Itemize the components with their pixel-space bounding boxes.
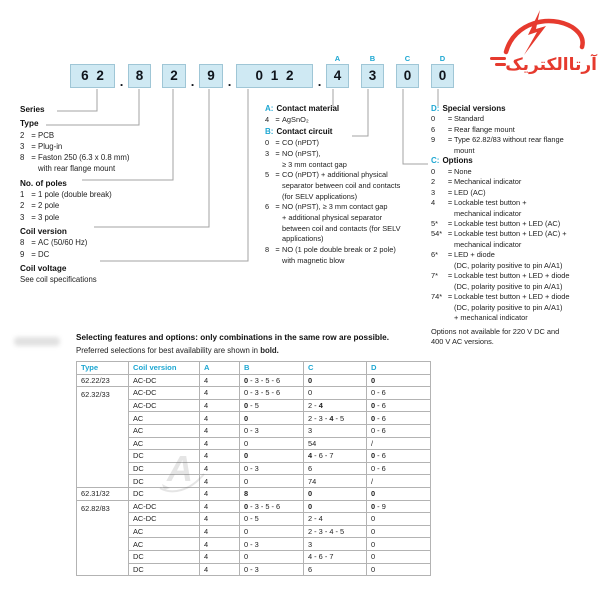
option-line-cont: (DC, polarity positive to pin A/A1) (454, 281, 563, 291)
cell-type: 62.32/33 (77, 387, 129, 488)
cell-d: 0 (367, 374, 431, 387)
code-box-special-versions: D 0 (431, 64, 454, 88)
option-line-cont: mechanical indicator (454, 239, 522, 249)
cell-a: 4 (200, 487, 240, 500)
cell-c: 2 - 4 (304, 513, 367, 526)
cell-d: 0 - 6 (367, 450, 431, 463)
lightning-bolt-icon (524, 10, 546, 55)
code-box-contact-circuit: B 3 (361, 64, 384, 88)
option-line: 74* = Lockable test button + LED + diode (431, 292, 570, 302)
option-line: 2 = Mechanical indicator (431, 177, 522, 187)
option-line-cont: + additional physical separator (282, 213, 383, 223)
code-tag-d: D (439, 54, 446, 63)
cell-coil: DC (129, 550, 200, 563)
option-line: 5* = Lockable test button + LED (AC) (431, 218, 561, 228)
heading-special-versions: D: Special versions (431, 104, 506, 113)
option-line-cont: (DC, polarity positive to pin A/A1) (454, 260, 563, 270)
cell-b: 0 - 3 (240, 563, 304, 576)
cell-d: 0 - 9 (367, 500, 431, 513)
cell-c: 6 (304, 462, 367, 475)
coil-voltage-note: See coil specifications (20, 275, 97, 285)
option-line: 8 = NO (1 pole double break or 2 pole) (265, 245, 396, 255)
cell-b: 0 - 3 (240, 424, 304, 437)
code-box-coil-version: 9 (199, 64, 223, 88)
cell-a: 4 (200, 475, 240, 488)
cell-d: 0 - 6 (367, 412, 431, 425)
code-dot: . (227, 74, 232, 89)
order-code (70, 54, 454, 89)
cell-a: 4 (200, 450, 240, 463)
cell-b: 0 (240, 475, 304, 488)
option-line-cont: between coil and contacts (for SELV (282, 223, 401, 233)
code-box-series: 6 2 (70, 64, 115, 88)
option-line-cont: mechanical indicator (454, 208, 522, 218)
option-line-cont: mount (454, 145, 475, 155)
cell-coil: AC (129, 424, 200, 437)
options-footnote: Options not available for 220 V DC and 400 V AC versions. (431, 326, 560, 347)
option-line: 0 = CO (nPDT) (265, 138, 319, 148)
label-coil-version: Coil version (20, 226, 67, 236)
cell-c: 4 - 6 - 7 (304, 450, 367, 463)
cell-b: 8 (240, 487, 304, 500)
cell-coil: AC-DC (129, 387, 200, 400)
table-row (77, 450, 431, 463)
heading-options: C: Options (431, 156, 473, 166)
heading-contact-circuit: B: Contact circuit (265, 127, 333, 137)
cell-type: 62.82/83 (77, 500, 129, 576)
option-line: 8 = Faston 250 (6.3 x 0.8 mm) (20, 153, 130, 163)
cell-d: / (367, 475, 431, 488)
cell-a: 4 (200, 437, 240, 450)
option-line: 2 = 2 pole (20, 201, 60, 211)
table-row (77, 487, 431, 500)
cell-c: 4 - 6 - 7 (304, 550, 367, 563)
table-row (77, 550, 431, 563)
cell-a: 4 (200, 563, 240, 576)
label-series: Series (20, 105, 45, 114)
code-dot: . (119, 74, 124, 89)
ordering-legend-left (20, 104, 260, 285)
code-tag-b: B (369, 54, 376, 63)
code-dot: . (190, 74, 195, 89)
option-line: 1 = 1 pole (double break) (20, 190, 112, 200)
label-coil-voltage: Coil voltage (20, 263, 67, 273)
label-type: Type (20, 119, 39, 129)
table-header-row (77, 362, 431, 375)
cell-a: 4 (200, 513, 240, 526)
cell-coil: AC-DC (129, 399, 200, 412)
cell-a: 4 (200, 387, 240, 400)
cell-type: 62.31/32 (77, 487, 129, 500)
ordering-legend-right (431, 104, 599, 348)
option-line-cont: with magnetic blow (282, 255, 345, 265)
cell-c: 0 (304, 387, 367, 400)
faint-watermark (14, 337, 60, 346)
option-line: 0 = None (431, 166, 472, 176)
table-row (77, 437, 431, 450)
code-box-options: C 0 (396, 64, 419, 88)
cell-d: 0 (367, 487, 431, 500)
option-line: 6 = Rear flange mount (431, 124, 515, 134)
table-row (77, 525, 431, 538)
selection-table-subtitle: Preferred selections for best availability are shown in bold. (76, 346, 279, 355)
cell-coil: AC-DC (129, 500, 200, 513)
cell-coil: AC (129, 412, 200, 425)
selection-table-title: Selecting features and options: only combinations in the same row are possible. (76, 333, 390, 342)
option-line-cont: with rear flange mount (38, 164, 116, 174)
option-line: 54* = Lockable test button + LED (AC) + (431, 229, 567, 239)
cell-b: 0 (240, 525, 304, 538)
cell-c: 0 (304, 487, 367, 500)
cell-b: 0 (240, 437, 304, 450)
code-dot: . (317, 74, 322, 89)
cell-a: 4 (200, 538, 240, 551)
code-box-poles: 2 (162, 64, 186, 88)
col-header-d: D (367, 362, 431, 375)
cell-d: 0 (367, 563, 431, 576)
option-line-cont: (DC, polarity positive to pin A/A1) (454, 302, 563, 312)
cell-c: 74 (304, 475, 367, 488)
table-row (77, 563, 431, 576)
cell-coil: AC (129, 525, 200, 538)
col-header-type: Type (77, 362, 129, 375)
cell-a: 4 (200, 399, 240, 412)
cell-b: 0 - 5 (240, 399, 304, 412)
cell-coil: DC (129, 462, 200, 475)
logo-text: آرتاالکتریک (505, 55, 597, 75)
code-box-contact-material: A 4 (326, 64, 349, 88)
cell-d: 0 (367, 538, 431, 551)
cell-c: 54 (304, 437, 367, 450)
code-tag-a: A (334, 54, 341, 63)
section-poles (20, 178, 260, 223)
cell-c: 2 - 4 (304, 399, 367, 412)
option-line: 3 = Plug-in (20, 141, 63, 151)
selection-table (76, 361, 431, 576)
svg-text:A: A (167, 448, 193, 489)
cell-a: 4 (200, 412, 240, 425)
cell-a: 4 (200, 374, 240, 387)
section-special-versions (431, 104, 599, 156)
option-line-cont: applications) (282, 234, 324, 244)
table-watermark (158, 446, 206, 496)
option-line-cont: (for SELV applications) (282, 191, 358, 201)
option-line: 2 = PCB (20, 130, 55, 140)
table-row (77, 538, 431, 551)
cell-c: 6 (304, 563, 367, 576)
label-poles: No. of poles (20, 178, 67, 188)
cell-a: 4 (200, 550, 240, 563)
selection-block (76, 332, 466, 576)
cell-c: 3 (304, 424, 367, 437)
cell-b: 0 (240, 450, 304, 463)
table-row (77, 500, 431, 513)
company-logo (488, 8, 600, 78)
cell-c: 0 (304, 374, 367, 387)
cell-coil: DC (129, 487, 200, 500)
col-header-b: B (240, 362, 304, 375)
table-row (77, 462, 431, 475)
code-tag-c: C (404, 54, 411, 63)
logo-arc (506, 21, 583, 52)
cell-b: 0 - 3 - 5 - 6 (240, 500, 304, 513)
cell-d: 0 (367, 550, 431, 563)
cell-coil: DC (129, 563, 200, 576)
cell-c: 3 (304, 538, 367, 551)
section-options (431, 156, 599, 348)
cell-a: 4 (200, 525, 240, 538)
cell-a: 4 (200, 462, 240, 475)
table-row (77, 475, 431, 488)
cell-coil: DC (129, 450, 200, 463)
option-line: 3 = LED (AC) (431, 187, 486, 197)
cell-d: 0 - 6 (367, 462, 431, 475)
section-type (20, 118, 260, 174)
cell-a: 4 (200, 424, 240, 437)
col-header-coil-version: Coil version (129, 362, 200, 375)
cell-d: / (367, 437, 431, 450)
option-line: 6* = LED + diode (431, 250, 495, 260)
option-line: 8 = AC (50/60 Hz) (20, 238, 88, 248)
option-line: 4 = AgSnO₂ (265, 114, 309, 124)
option-line-cont: + mechanical indicator (454, 313, 528, 323)
option-line: 9 = Type 62.82/83 without rear flange (431, 135, 564, 145)
option-line: 4 = Lockable test button + (431, 198, 527, 208)
option-line: 3 = 3 pole (20, 212, 60, 222)
col-header-c: C (304, 362, 367, 375)
section-contact-circuit (265, 127, 437, 266)
cell-a: 4 (200, 500, 240, 513)
cell-b: 0 - 5 (240, 513, 304, 526)
section-coil-voltage (20, 263, 260, 286)
option-line: 0 = Standard (431, 114, 484, 124)
cell-b: 0 - 3 - 5 - 6 (240, 374, 304, 387)
section-contact-material (265, 104, 437, 125)
option-line: 6 = NO (nPST), ≥ 3 mm contact gap (265, 202, 388, 212)
table-row (77, 412, 431, 425)
ordering-legend-middle (265, 104, 437, 267)
cell-d: 0 - 6 (367, 399, 431, 412)
option-line: 7* = Lockable test button + LED + diode (431, 271, 570, 281)
cell-coil: AC (129, 538, 200, 551)
option-line-cont: ≥ 3 mm contact gap (282, 159, 347, 169)
cell-d: 0 - 6 (367, 387, 431, 400)
cell-type: 62.22/23 (77, 374, 129, 387)
cell-c: 0 (304, 500, 367, 513)
cell-d: 0 (367, 513, 431, 526)
cell-d: 0 (367, 525, 431, 538)
cell-d: 0 - 6 (367, 424, 431, 437)
cell-b: 0 - 3 (240, 462, 304, 475)
col-header-a: A (200, 362, 240, 375)
heading-contact-material: A: Contact material (265, 104, 340, 113)
cell-b: 0 (240, 412, 304, 425)
section-coil-version (20, 226, 260, 260)
cell-c: 2 - 3 - 4 - 5 (304, 412, 367, 425)
table-row (77, 513, 431, 526)
cell-coil: DC (129, 475, 200, 488)
option-line: 3 = NO (nPST), (265, 148, 321, 158)
code-box-coil-voltage: 0 1 2 (236, 64, 313, 88)
option-line: 5 = CO (nPDT) + additional physical (265, 170, 388, 180)
table-row (77, 424, 431, 437)
cell-c: 2 - 3 - 4 - 5 (304, 525, 367, 538)
cell-coil: AC (129, 437, 200, 450)
table-row (77, 387, 431, 400)
cell-coil: AC-DC (129, 374, 200, 387)
code-box-type: 8 (128, 64, 151, 88)
cell-b: 0 - 3 (240, 538, 304, 551)
cell-coil: AC-DC (129, 513, 200, 526)
option-line: 9 = DC (20, 249, 50, 259)
cell-b: 0 (240, 550, 304, 563)
logo-speed-lines (490, 57, 506, 66)
table-row (77, 374, 431, 387)
cell-b: 0 - 3 - 5 - 6 (240, 387, 304, 400)
option-line-cont: separator between coil and contacts (282, 180, 401, 190)
table-row (77, 399, 431, 412)
